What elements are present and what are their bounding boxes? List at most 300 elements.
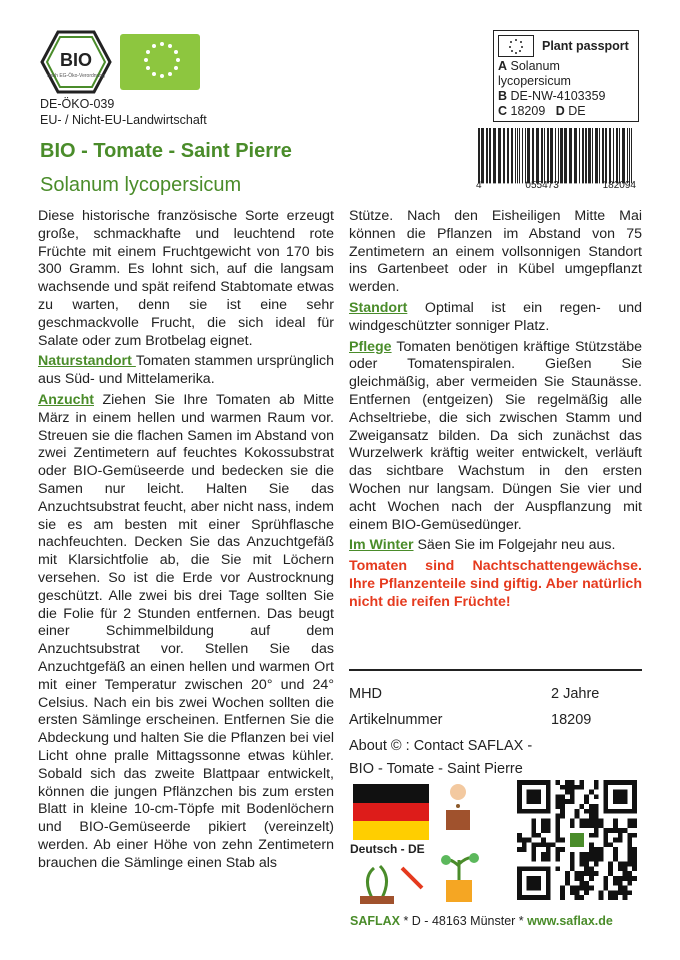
qr-module xyxy=(618,881,623,886)
qr-module xyxy=(536,833,541,838)
seedling-pot-icon xyxy=(352,858,432,908)
qr-module xyxy=(517,847,522,852)
barcode-bar xyxy=(507,128,509,183)
barcode xyxy=(476,128,636,188)
qr-module xyxy=(584,866,589,871)
qr-module xyxy=(618,828,623,833)
qr-module xyxy=(594,814,599,819)
qr-module xyxy=(594,780,599,785)
qr-module xyxy=(546,857,551,862)
qr-module xyxy=(613,857,618,862)
qr-module xyxy=(584,809,589,814)
qr-module xyxy=(623,862,628,867)
qr-module xyxy=(570,886,575,891)
qr-module xyxy=(579,818,584,823)
qr-module xyxy=(584,799,589,804)
qr-module xyxy=(555,804,560,809)
barcode-bar xyxy=(498,128,501,183)
qr-module xyxy=(560,847,565,852)
qr-module xyxy=(599,847,604,852)
barcode-bar xyxy=(519,128,520,183)
qr-module xyxy=(570,866,575,871)
qr-module xyxy=(623,828,628,833)
qr-module xyxy=(618,886,623,891)
about-contact: About © : Contact SAFLAX - xyxy=(349,738,533,754)
qr-module xyxy=(599,818,604,823)
barcode-bar xyxy=(560,128,563,183)
qr-module xyxy=(575,895,580,900)
qr-module xyxy=(584,857,589,862)
qr-module xyxy=(589,823,594,828)
qr-module xyxy=(541,857,546,862)
anzucht-continued: Stütze. Nach den Eisheiligen Mitte Mai können die Pflanzen im Abstand von 75 Zentimetern an einem vollsonnigen Standort ins Gartenbeet oder in Kübel umgepflanzt werden. xyxy=(349,208,642,296)
qr-module xyxy=(541,852,546,857)
barcode-bar xyxy=(629,128,630,183)
eu-flag-icon xyxy=(498,35,534,57)
qr-module xyxy=(618,838,623,843)
passport-row-a2 xyxy=(494,74,638,89)
qr-module xyxy=(531,852,536,857)
qr-module xyxy=(589,857,594,862)
qr-module xyxy=(531,847,536,852)
qr-module xyxy=(560,814,565,819)
qr-module xyxy=(579,895,584,900)
qr-module xyxy=(565,799,570,804)
qr-module xyxy=(594,871,599,876)
qr-module xyxy=(555,814,560,819)
qr-module xyxy=(517,833,522,838)
standort-section xyxy=(349,300,642,336)
qr-module xyxy=(579,785,584,790)
qr-module xyxy=(579,871,584,876)
qr-module xyxy=(613,790,627,804)
qr-module xyxy=(555,838,560,843)
qr-module xyxy=(627,871,632,876)
qr-module xyxy=(603,828,608,833)
qr-module xyxy=(632,862,637,867)
qr-module xyxy=(613,881,618,886)
barcode-bar xyxy=(555,128,556,183)
website-link[interactable]: www.saflax.de xyxy=(527,914,613,928)
barcode-bar xyxy=(541,128,543,183)
qr-module xyxy=(599,890,604,895)
qr-module xyxy=(575,809,580,814)
barcode-bar xyxy=(609,128,611,183)
qr-module xyxy=(546,842,551,847)
qr-module xyxy=(579,780,584,785)
qr-module xyxy=(627,881,632,886)
barcode-bar xyxy=(616,128,618,183)
language-label: Deutsch - DE xyxy=(350,842,425,856)
eu-organic-logo xyxy=(120,34,200,90)
anzucht-text: Ziehen Sie Ihre Tomaten ab Mitte März in einem hellen und warmen Raum vor. Streuen sie die flachen Samen im Abstand von zwei Zentimetern auf feuchtes Kokossubstrat oder BIO-Gemüseerde und bedecken sie die Samen nur leicht. Halten Sie das Anzuchtsubstrat feucht, aber nicht nass, indem sie es am besten mit einer Sprühflasche nachfeuchten. Decken Sie das Anzuchtgefäß mit Klarsichtfolie ab, die Sie mit Löchern versehen. So ist die Erde vor Austrocknung geschützt. Alle zwei bis drei Tage sollten Sie die Folie für 2 Stunden entfernen. Das beugt einer Schimmelbildung auf dem Anzuchtsubstrat vor. Stellen Sie das Anzuchtgefäß an einen hellen und warmen Ort mit einer Temperatur zwischen 20° und 24° Celsius. Nach ein bis zwei Wochen sollten die ersten Sämlinge erscheinen. Entfernen Sie die Abdeckung und halten Sie die Pflanzen bei viel Licht ohne pralle Mittagssonne etwas kühler. Sobald sich das zweite Blattpaar entwickelt, können die jungen Pflänzchen bis zum ersten Blatt in kleine 10-cm-Töpfe mit Bodenlöchern und BIO-Gemüseerde pikiert (vereinzelt) werden. Ab einer Höhe von zehn Zentimetern brauchen die Sämlinge einen Stab als xyxy=(38,391,334,871)
qr-module xyxy=(613,890,618,895)
qr-module xyxy=(575,785,580,790)
qr-module xyxy=(613,823,618,828)
passport-label-c: C xyxy=(498,104,508,118)
qr-module xyxy=(632,823,637,828)
qr-module xyxy=(627,890,632,895)
qr-module xyxy=(632,818,637,823)
barcode-bar xyxy=(627,128,628,183)
qr-module xyxy=(546,852,551,857)
barcode-bar xyxy=(602,128,604,183)
barcode-digit-3: 182094 xyxy=(602,180,636,191)
plant-passport xyxy=(493,30,639,122)
qr-module xyxy=(603,838,608,843)
barcode-bar xyxy=(574,128,577,183)
qr-module xyxy=(531,833,536,838)
qr-module xyxy=(531,857,536,862)
qr-module xyxy=(565,790,570,795)
qr-module xyxy=(570,799,575,804)
qr-module xyxy=(560,895,565,900)
qr-module xyxy=(565,876,570,881)
qr-module xyxy=(527,876,541,890)
qr-module xyxy=(536,842,541,847)
qr-module xyxy=(527,838,532,843)
qr-module xyxy=(613,876,618,881)
qr-module xyxy=(603,881,608,886)
qr-module xyxy=(627,833,632,838)
qr-module xyxy=(584,862,589,867)
qr-module xyxy=(584,886,589,891)
qr-module xyxy=(522,838,527,843)
qr-module xyxy=(527,790,541,804)
anzucht-label: Anzucht xyxy=(38,391,94,408)
barcode-bar xyxy=(486,128,488,183)
qr-module xyxy=(517,838,522,843)
qr-module xyxy=(555,823,560,828)
barcode-bar xyxy=(592,128,593,183)
qr-module xyxy=(608,866,613,871)
qr-module xyxy=(594,847,599,852)
qr-module xyxy=(541,823,546,828)
pflege-section xyxy=(349,339,642,535)
qr-module xyxy=(589,833,594,838)
qr-module xyxy=(546,818,551,823)
qr-module xyxy=(589,842,594,847)
address: * D - 48163 Münster * xyxy=(400,914,528,928)
barcode-bar xyxy=(547,128,549,183)
qr-module xyxy=(570,794,575,799)
qr-module xyxy=(627,862,632,867)
qr-module xyxy=(613,852,618,857)
qr-module xyxy=(531,818,536,823)
qr-module xyxy=(608,890,613,895)
barcode-bar xyxy=(564,128,567,183)
qr-module xyxy=(570,785,575,790)
qr-module xyxy=(613,838,618,843)
qr-module xyxy=(570,852,575,857)
barcode-bar xyxy=(511,128,513,183)
qr-module xyxy=(579,852,584,857)
qr-module xyxy=(594,828,599,833)
barcode-bar xyxy=(619,128,620,183)
winter-label: Im Winter xyxy=(349,537,414,554)
qr-module xyxy=(594,857,599,862)
qr-module xyxy=(579,881,584,886)
qr-module xyxy=(555,828,560,833)
qr-module xyxy=(579,876,584,881)
qr-module xyxy=(570,818,575,823)
qr-module xyxy=(589,790,594,795)
qr-module xyxy=(565,780,570,785)
qr-module xyxy=(560,794,565,799)
barcode-digit-1: 4 xyxy=(476,180,482,191)
qr-module xyxy=(560,804,565,809)
qr-module xyxy=(589,852,594,857)
qr-module xyxy=(594,852,599,857)
qr-module xyxy=(603,842,608,847)
qr-module xyxy=(522,842,527,847)
qr-module xyxy=(594,804,599,809)
qr-module xyxy=(570,833,584,847)
qr-module xyxy=(555,866,560,871)
qr-module xyxy=(623,886,628,891)
qr-module xyxy=(594,809,599,814)
qr-module xyxy=(632,847,637,852)
toxicity-warning: Tomaten sind Nachtschattengewächse. Ihre Pflanzenteile sind giftig. Aber natürlich nicht die reifen Früchte! xyxy=(349,558,642,610)
qr-module xyxy=(555,794,560,799)
qr-module xyxy=(575,886,580,891)
qr-module xyxy=(627,857,632,862)
mhd-value: 2 Jahre xyxy=(551,686,600,702)
qr-module xyxy=(613,895,618,900)
qr-module xyxy=(565,881,570,886)
qr-module xyxy=(531,842,536,847)
barcode-bar xyxy=(558,128,559,183)
barcode-bar xyxy=(493,128,496,183)
qr-module xyxy=(570,823,575,828)
qr-module xyxy=(584,823,589,828)
qr-module xyxy=(589,804,594,809)
barcode-bar xyxy=(527,128,530,183)
qr-module xyxy=(560,890,565,895)
qr-module xyxy=(560,799,565,804)
qr-module xyxy=(565,785,570,790)
qr-module xyxy=(594,818,599,823)
qr-module xyxy=(570,862,575,867)
barcode-digit-2: 055473 xyxy=(525,180,559,191)
barcode-bar xyxy=(588,128,591,183)
qr-module xyxy=(589,886,594,891)
passport-botanical-genus: Solanum xyxy=(510,59,560,73)
qr-module xyxy=(584,890,589,895)
footer xyxy=(350,914,613,928)
qr-module xyxy=(555,780,560,785)
qr-module xyxy=(579,857,584,862)
qr-module xyxy=(589,814,594,819)
qr-module xyxy=(632,833,637,838)
certification-info xyxy=(40,96,207,128)
barcode-bar xyxy=(503,128,505,183)
qr-module xyxy=(599,895,604,900)
qr-module xyxy=(618,862,623,867)
passport-registration: DE-NW-4103359 xyxy=(510,89,606,103)
qr-module xyxy=(541,828,546,833)
qr-module xyxy=(618,890,623,895)
qr-module xyxy=(575,871,580,876)
barcode-bar xyxy=(515,128,516,183)
qr-module xyxy=(551,842,556,847)
qr-module xyxy=(570,790,575,795)
brand-name: SAFLAX xyxy=(350,914,400,928)
barcode-bar xyxy=(599,128,600,183)
qr-module xyxy=(555,857,560,862)
qr-module xyxy=(613,847,618,852)
passport-label-b: B xyxy=(498,89,508,103)
barcode-bar xyxy=(622,128,625,183)
barcode-bar xyxy=(544,128,545,183)
passport-botanical-species: lycopersicum xyxy=(498,74,571,88)
qr-module xyxy=(627,847,632,852)
pflege-label: Pflege xyxy=(349,338,392,355)
sowing-illustration-icon xyxy=(436,780,506,910)
barcode-bar xyxy=(579,128,580,183)
qr-module xyxy=(589,847,594,852)
qr-module xyxy=(575,890,580,895)
anzucht-section xyxy=(38,392,334,873)
product-name-repeat: BIO - Tomate - Saint Pierre xyxy=(349,761,523,777)
qr-module xyxy=(599,852,604,857)
qr-module xyxy=(546,823,551,828)
qr-module xyxy=(579,862,584,867)
qr-module xyxy=(584,794,589,799)
qr-module xyxy=(560,809,565,814)
standort-label: Standort xyxy=(349,299,408,316)
svg-text:nach EG-Öko-Verordnung: nach EG-Öko-Verordnung xyxy=(47,73,105,79)
qr-module xyxy=(584,818,589,823)
qr-module xyxy=(560,886,565,891)
qr-module xyxy=(632,876,637,881)
barcode-bar xyxy=(525,128,526,183)
qr-module xyxy=(555,847,560,852)
qr-module xyxy=(579,886,584,891)
naturstandort-text: Tomaten stammen ursprünglich aus Süd- und Mittelamerika. xyxy=(38,353,334,388)
qr-module xyxy=(608,828,613,833)
barcode-bar xyxy=(481,128,484,183)
qr-module xyxy=(627,823,632,828)
qr-module xyxy=(531,828,536,833)
qr-module xyxy=(613,818,618,823)
naturstandort-section xyxy=(38,353,334,389)
qr-module xyxy=(541,838,546,843)
qr-module xyxy=(603,876,608,881)
latin-name: Solanum lycopersicum xyxy=(40,174,242,196)
barcode-bar xyxy=(532,128,534,183)
barcode-bar xyxy=(536,128,539,183)
qr-module xyxy=(575,814,580,819)
qr-module xyxy=(632,852,637,857)
qr-module xyxy=(541,842,546,847)
mhd-label: MHD xyxy=(349,686,383,702)
passport-country: DE xyxy=(568,104,586,118)
winter-section xyxy=(349,537,642,555)
naturstandort-label: Naturstandort xyxy=(38,353,136,370)
qr-module xyxy=(546,828,551,833)
passport-label-a: A xyxy=(498,59,508,73)
qr-module xyxy=(555,852,560,857)
qr-module xyxy=(618,833,623,838)
svg-text:BIO: BIO xyxy=(59,50,93,70)
qr-module xyxy=(627,818,632,823)
barcode-bar xyxy=(550,128,553,183)
qr-module xyxy=(618,866,623,871)
agriculture-origin: EU- / Nicht-EU-Landwirtschaft xyxy=(40,113,207,127)
barcode-bar xyxy=(569,128,572,183)
barcode-bar xyxy=(478,128,480,183)
qr-module xyxy=(627,838,632,843)
qr-module xyxy=(560,785,565,790)
winter-text: Säen Sie im Folgejahr neu aus. xyxy=(413,537,616,554)
qr-module xyxy=(623,871,628,876)
article-number-label: Artikelnummer xyxy=(349,712,443,728)
qr-module xyxy=(589,866,594,871)
article-number-value: 18209 xyxy=(551,712,592,728)
qr-module xyxy=(589,876,594,881)
qr-module xyxy=(570,780,575,785)
qr-module xyxy=(570,890,575,895)
qr-module xyxy=(603,886,608,891)
qr-module xyxy=(608,842,613,847)
barcode-bar xyxy=(605,128,607,183)
qr-module xyxy=(594,823,599,828)
qr-module xyxy=(555,799,560,804)
description-column-right xyxy=(349,208,642,615)
barcode-bar xyxy=(517,128,518,183)
standort-text: Optimal ist ein regen- und windgeschützter sonniger Platz. xyxy=(349,299,642,334)
passport-row-cd xyxy=(494,104,638,119)
description-column-left xyxy=(38,208,334,875)
qr-module xyxy=(623,890,628,895)
barcode-bar xyxy=(595,128,598,183)
qr-module xyxy=(603,833,608,838)
qr-module xyxy=(589,871,594,876)
qr-module xyxy=(627,842,632,847)
passport-row-a xyxy=(494,59,638,74)
qr-module xyxy=(594,833,599,838)
qr-module xyxy=(599,857,604,862)
qr-module xyxy=(618,876,623,881)
qr-module xyxy=(594,862,599,867)
qr-module xyxy=(613,828,618,833)
product-title: BIO - Tomate - Saint Pierre xyxy=(40,140,292,162)
passport-title: Plant passport xyxy=(542,38,629,53)
qr-module xyxy=(522,847,527,852)
qr-module xyxy=(632,866,637,871)
barcode-bar xyxy=(582,128,584,183)
qr-module xyxy=(579,804,584,809)
passport-traceability: 18209 xyxy=(510,104,546,118)
qr-module xyxy=(608,862,613,867)
qr-module xyxy=(579,823,584,828)
certification-code: DE-ÖKO-039 xyxy=(40,97,115,111)
passport-row-b xyxy=(494,89,638,104)
qr-module xyxy=(608,871,613,876)
barcode-bar xyxy=(613,128,614,183)
qr-module xyxy=(584,871,589,876)
qr-module xyxy=(560,838,565,843)
qr-module xyxy=(599,823,604,828)
qr-module xyxy=(555,833,560,838)
qr-module xyxy=(584,881,589,886)
pflege-text: Tomaten benötigen kräftige Stützstäbe oder Tomatenspiralen. Gießen Sie gleichmäßig, aber vermeiden Sie Staunässe. Entfernen (entgeizen) Sie regelmäßig alle Achseltriebe, die sich zwischen Stamm und Zweigansatz bilden. Da sich zunächst das Wurzelwerk kräftig weiter entwickelt, verläuft das sichtbare Wachstum in den ersten Wochen nur langsam. Düngen Sie vier und acht Wochen nach der Auspflanzung mit einem BIO-Gemüsedünger. xyxy=(349,338,642,533)
qr-module xyxy=(632,857,637,862)
qr-module xyxy=(623,895,628,900)
divider xyxy=(349,669,642,671)
qr-module xyxy=(531,823,536,828)
